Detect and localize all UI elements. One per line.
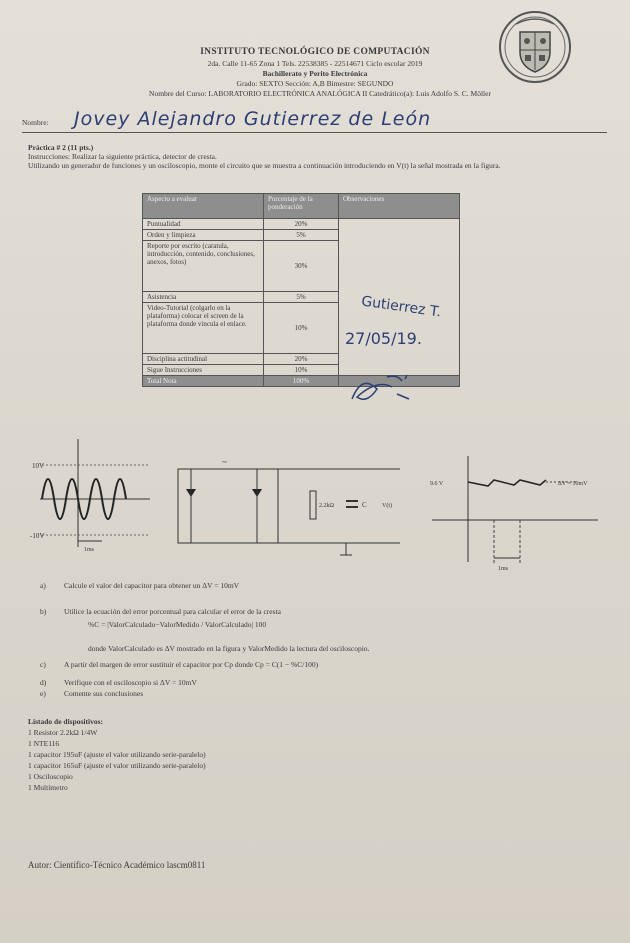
list-item: 1 capacitor 165uF (ajuste el valor utilizando serie-paralelo) bbox=[28, 761, 206, 770]
header-percentage: Porcentaje de la ponderación bbox=[264, 194, 339, 219]
author-line: Autor: Científico-Técnico Académico lascm0811 bbox=[28, 860, 206, 870]
circuit-diagram bbox=[170, 455, 410, 565]
practice-description: Utilizando un generador de funciones y un osciloscopio, monte el circuito que se muestra a continuación introduciendo en V(t) la señal mostrada en la figura. bbox=[28, 161, 501, 170]
row-pct: 20% bbox=[264, 354, 339, 365]
header-observations: Observaciones bbox=[339, 194, 460, 219]
row-pct: 5% bbox=[264, 292, 339, 303]
rippled-output bbox=[468, 480, 546, 486]
question-e: e) Comente sus conclusiones bbox=[40, 689, 144, 698]
question-a: a) Calcule el valor del capacitor para obtener un ΔV = 10mV bbox=[40, 581, 240, 590]
question-c: c) A partir del margen de error sustituir el capacitor por Cp donde Cp = C(1 − %C/100) bbox=[40, 660, 319, 669]
row-pct: 20% bbox=[264, 219, 339, 230]
grade-table bbox=[142, 193, 460, 387]
header-aspect: Aspecto a evaluar bbox=[143, 194, 264, 219]
signal-period-label: 1ms bbox=[84, 547, 95, 553]
list-item: 1 Resistor 2.2kΩ 1/4W bbox=[28, 728, 98, 737]
practice-title: Práctica # 2 (11 pts.) bbox=[28, 143, 94, 152]
total-pct: 100% bbox=[264, 376, 339, 387]
resistor-icon bbox=[310, 491, 316, 519]
row-pct: 10% bbox=[264, 365, 339, 376]
row-pct: 5% bbox=[264, 230, 339, 241]
row-aspect: Puntualidad bbox=[143, 219, 264, 230]
observation-name: Gutierrez T. bbox=[360, 293, 443, 321]
row-aspect: Disciplina actitudinal bbox=[143, 354, 264, 365]
total-label: Total Nota bbox=[143, 376, 264, 387]
student-name-label: Nombre: bbox=[22, 118, 49, 127]
grade-table-header bbox=[143, 194, 460, 219]
list-item: 1 capacitor 195uF (ajuste el valor utilizando serie-paralelo) bbox=[28, 750, 206, 759]
device-list bbox=[28, 716, 206, 793]
program-name: Bachillerato y Perito Electrónica bbox=[262, 69, 368, 78]
row-aspect: Asistencia bbox=[143, 292, 264, 303]
student-name-row bbox=[22, 108, 607, 133]
row-aspect: Orden y limpieza bbox=[143, 230, 264, 241]
row-aspect: Video-Tutorial (colgarlo en la plataforma) colocar el screen de la plataforma donde vincula el enlace. bbox=[143, 303, 264, 354]
institution-title: INSTITUTO TECNOLÓGICO DE COMPUTACIÓN bbox=[200, 47, 430, 57]
signal-bottom-label: -10V bbox=[30, 532, 45, 540]
row-aspect: Reporte por escrito (caratula, introducción, contenido, conclusiones, anexos, fotos) bbox=[143, 241, 264, 292]
output-level-label: 9.6 V bbox=[430, 481, 444, 487]
question-d: d) Verifique con el osciloscopio si ΔV = 10mV bbox=[40, 678, 197, 687]
row-pct: 10% bbox=[264, 303, 339, 354]
signal-top-label: 10V bbox=[32, 462, 45, 470]
output-period-label: 1ms bbox=[498, 566, 509, 572]
list-item: 1 Osciloscopio bbox=[28, 772, 73, 781]
signature-icon bbox=[347, 369, 417, 409]
question-b: b) Utilice la ecuación del error porcentual para calcular el error de la cresta bbox=[40, 607, 281, 616]
equation-explanation: donde ValorCalculado es ΔV mostrado en la figura y ValorMedido la lectura del osciloscopio. bbox=[88, 644, 370, 653]
practice-instructions: Instrucciones: Realizar la siguiente práctica, detector de cresta. bbox=[28, 152, 217, 161]
institution-address: 2da. Calle 11-65 Zona 1 Tels. 22538385 - 22514671 Ciclo escolar 2019 bbox=[207, 59, 423, 68]
table-row bbox=[143, 219, 460, 230]
device-list-title: Listado de dispositivos: bbox=[28, 717, 104, 726]
resistor-label: 2.2kΩ bbox=[319, 503, 334, 509]
list-item: 1 Multímetro bbox=[28, 783, 68, 792]
grade-section-line: Grado: SEXTO Sección: A,B Bimestre: SEGUNDO bbox=[236, 79, 394, 88]
row-aspect: Sigue Instrucciones bbox=[143, 365, 264, 376]
output-label: V(t) bbox=[382, 503, 392, 509]
output-signal-figure bbox=[428, 452, 603, 577]
observation-date: 27/05/19. bbox=[345, 329, 422, 348]
error-equation: %C = |ValorCalculado−ValorMedido / ValorCalculado| 100 bbox=[88, 620, 267, 629]
ripple-label: ΔV = 10mV bbox=[558, 481, 588, 487]
input-signal-figure bbox=[28, 435, 153, 555]
bridge-outline bbox=[178, 469, 278, 543]
capacitor-label: C bbox=[362, 501, 367, 509]
course-line: Nombre del Curso: LABORATORIO ELECTRÓNICA ANALÓGICA II Catedrático(a): Luis Adolfo S. C. Möller bbox=[149, 89, 491, 98]
row-pct: 30% bbox=[264, 241, 339, 292]
observations-cell bbox=[339, 219, 460, 376]
student-name-handwritten: Jovey Alejandro Gutierrez de León bbox=[74, 108, 432, 130]
source-symbol: ~ bbox=[222, 457, 227, 467]
list-item: 1 NTE116 bbox=[28, 739, 60, 748]
